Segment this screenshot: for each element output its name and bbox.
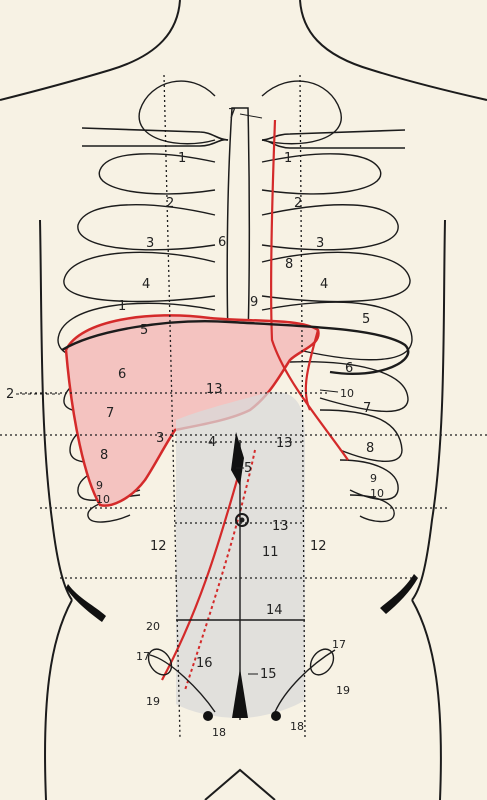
label-17-right: 17 [332,638,346,651]
label-5: 5 [244,461,253,476]
rib-label-right-10: 10 [370,487,384,500]
label-14: 14 [266,603,283,618]
rib-label-left-7: 7 [106,406,115,421]
label-20: 20 [146,620,160,633]
label-18-left: 18 [212,726,226,739]
label-10: 10 [340,387,354,400]
label-9: 9 [250,295,259,310]
label-4: 4 [208,435,217,450]
label-19-left: 19 [146,695,160,708]
rib-label-left-3: 3 [146,236,155,251]
rib-label-right-4: 4 [320,277,329,292]
rib-label-right-6: 6 [345,361,354,376]
rib-label-right-3: 3 [316,236,325,251]
label-19-right: 19 [336,684,350,697]
rib-label-left-10: 10 [96,493,110,506]
rib-label-right-9: 9 [370,472,377,485]
rib-label-right-1: 1 [284,151,293,166]
label-6: 6 [218,235,227,250]
label-17-left: 17 [136,650,150,663]
label-7: 7 [228,107,237,122]
rib-label-left-1: 1 [178,151,187,166]
rib-label-left-2: 2 [166,196,175,211]
rib-label-right-8: 8 [366,441,375,456]
label-2: 2 [6,387,15,402]
rib-label-left-4: 4 [142,277,151,292]
label-11: 11 [262,545,279,560]
label-15: 15 [260,667,277,682]
rib-label-right-2: 2 [294,196,303,211]
rib-label-right-5: 5 [362,312,371,327]
label-18-right: 18 [290,720,304,733]
label-1-inner: 1 [118,299,127,314]
label-12-left: 12 [150,539,167,554]
label-8: 8 [285,257,294,272]
label-16: 16 [196,656,213,671]
rib-label-right-7: 7 [363,401,372,416]
label-3: 3 [156,431,165,446]
rib-label-left-6: 6 [118,367,127,382]
rib-label-left-5: 5 [140,323,149,338]
external-ring-right [271,711,281,721]
label-13-mid: 13 [276,436,293,451]
rib-label-left-8: 8 [100,448,109,463]
umbilicus-center [240,518,245,523]
label-13-upper: 13 [206,382,223,397]
rib-label-left-9: 9 [96,479,103,492]
external-ring-left [203,711,213,721]
label-13-lower: 13 [272,519,289,534]
label-12-right: 12 [310,539,327,554]
